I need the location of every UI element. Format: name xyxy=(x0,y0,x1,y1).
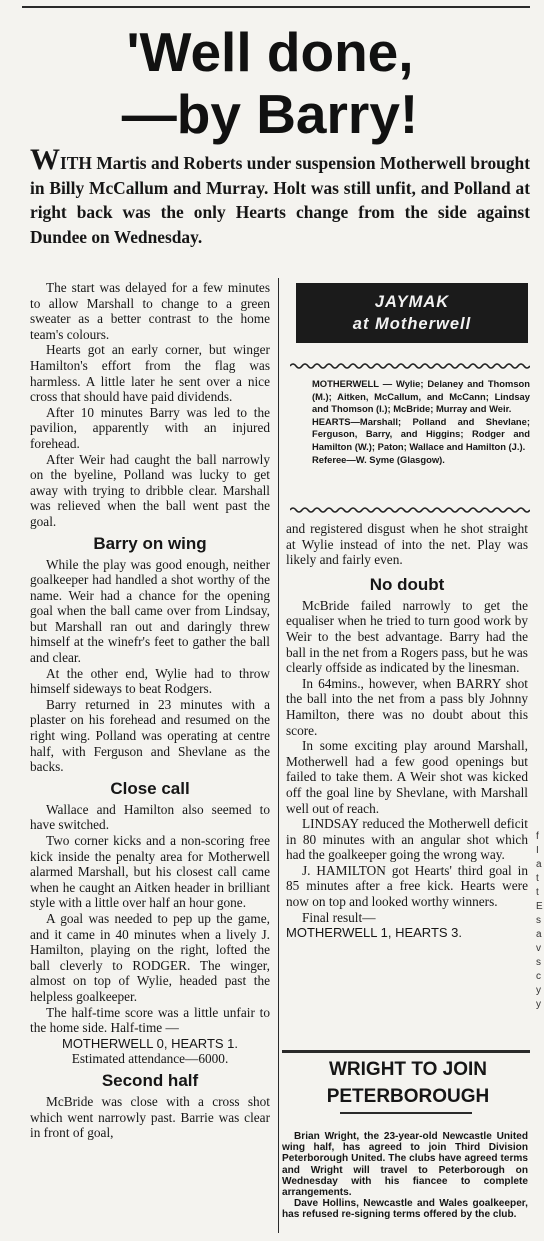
article-paragraph: McBride was close with a cross shot which went narrowly past. Barrie was clear in front of goal, xyxy=(30,1093,270,1141)
wright-headline-2: PETERBOROUGH xyxy=(326,1086,490,1107)
article-paragraph: LINDSAY reduced the Motherwell deficit in 80 minutes with an angular shot which had the goalkeeper going the wrong way. xyxy=(286,816,528,863)
column-divider xyxy=(278,278,279,1233)
left-paragraphs-c xyxy=(30,802,270,1036)
edge-char: a xyxy=(536,859,542,870)
edge-char: y xyxy=(536,985,541,996)
subhead-no-doubt: No doubt xyxy=(369,574,445,594)
right-paragraphs-b xyxy=(286,598,528,910)
edge-char: E xyxy=(536,901,543,912)
jaymak-name: JAYMAK xyxy=(374,293,450,311)
left-paragraphs-a xyxy=(30,280,270,530)
intro-paragraph xyxy=(30,143,530,249)
article-paragraph: Wallace and Hamilton also seemed to have switched. xyxy=(30,801,270,833)
jaymak-location: at Motherwell xyxy=(352,315,472,333)
article-paragraph: J. HAMILTON got Hearts' third goal in 85 minutes after a free kick. Hearts were now on top and looked worthy winners. xyxy=(286,862,528,910)
left-column xyxy=(30,280,270,1141)
article-paragraph: McBride failed narrowly to get the equaliser when he tried to turn good work by Weir to the best advantage. Barry had the ball in the net from a Rogers pass, but he was clearly offside as indicated by the linesman. xyxy=(286,597,528,676)
article-paragraph: The start was delayed for a few minutes to allow Marshall to change to a green sweater as a better contrast to the home team's colours. xyxy=(30,280,270,342)
wright-box-rule xyxy=(282,1050,530,1053)
wright-article xyxy=(282,1131,528,1221)
cropped-edge-fragments xyxy=(536,830,544,1012)
final-score: MOTHERWELL 1, HEARTS 3. xyxy=(286,925,463,941)
subhead-close-call: Close call xyxy=(110,778,190,798)
edge-char: t xyxy=(536,887,539,898)
edge-char: s xyxy=(536,957,541,968)
final-result-label: Final result— xyxy=(302,909,376,925)
article-paragraph: The half-time score was a little unfair to the home side. Half-time — xyxy=(30,1004,270,1036)
top-rule xyxy=(22,6,530,8)
edge-char: a xyxy=(536,929,542,940)
left-paragraphs-d xyxy=(30,1094,270,1141)
hearts-lineup: HEARTS—Marshall; Polland and Shevlane; Ferguson, Barry, and Higgins; Rodger and Hamilton (W.); Paton; Wallace and Hamilton (J.). xyxy=(312,415,530,452)
article-paragraph: In 64mins., however, when BARRY shot the ball into the net from a pass bly Johnny Hamilton, there was no doubt about this score. xyxy=(286,675,528,738)
wavy-rule-top xyxy=(290,362,530,370)
article-paragraph: Barry returned in 23 minutes with a plaster on his forehead and resumed on the right wing. Polland was operating at centre half, with Ferguson and Shevlane as the backs. xyxy=(30,696,270,775)
article-paragraph: At the other end, Wylie had to throw himself sideways to beat Rodgers. xyxy=(30,665,270,697)
edge-char: c xyxy=(536,971,541,982)
article-paragraph: Two corner kicks and a non-scoring free kick inside the penalty area for Motherwell alarmed Marshall, but his closest call came when he caught an Aitken header in brilliant style with a little over half an hour gone. xyxy=(30,833,270,911)
article-paragraph: A goal was needed to pep up the game, and it came in 40 minutes when a lively J. Hamilton, playing on the right, lofted the ball cleverly to RODGER. The winger, almost on top of Wylie, headed past the helpless goalkeeper. xyxy=(30,910,270,1004)
article-paragraph: In some exciting play around Marshall, Motherwell had a few good openings but failed to take them. A Weir shot was kicked off the goal line by Shevlane, with Marshall well out of reach. xyxy=(286,738,528,816)
edge-char: I xyxy=(536,845,539,856)
jaymak-byline-box xyxy=(296,283,528,343)
edge-char: f xyxy=(536,831,539,842)
article-paragraph: After 10 minutes Barry was led to the pavilion, apparently with an injured forehead. xyxy=(30,404,270,451)
article-paragraph: After Weir had caught the ball narrowly on the byeline, Polland was lucky to get away with trying to dribble clear. Marshall was relieved when the ball went past the goal. xyxy=(30,451,270,529)
subhead-barry-on-wing: Barry on wing xyxy=(93,533,207,553)
attendance: Estimated attendance—6000. xyxy=(71,1051,229,1067)
right-column xyxy=(286,521,528,941)
edge-char: y xyxy=(536,999,541,1010)
headline-line-2: —by Barry! xyxy=(121,83,419,145)
edge-char: s xyxy=(536,915,541,926)
wavy-rule-bottom xyxy=(290,506,530,514)
motherwell-lineup: MOTHERWELL — Wylie; Delaney and Thomson (M.); Aitken, McCallum, and McCann; Lindsay and Thomson (I.); McBride; Murray and Weir. xyxy=(312,378,530,415)
article-paragraph: and registered disgust when he shot straight at Wylie instead of into the net. Play was likely and fairly even. xyxy=(286,521,528,568)
wright-headline-1: WRIGHT TO JOIN xyxy=(329,1059,487,1080)
headline-line-1: 'Well done, xyxy=(126,21,414,83)
article-paragraph: Hearts got an early corner, but winger Hamilton's effort from the flag was harmless. A little later he sent over a nice cross that should have paid dividends. xyxy=(30,342,270,405)
article-paragraph: While the play was good enough, neither goalkeeper had handled a shot worthy of the name. Weir had a chance for the opening goal when the ball came over from Lindsay, but Marshall ran out and daringly threw himself at the winefr's feet to gather the ball and clear. xyxy=(30,556,270,666)
article-paragraph: Dave Hollins, Newcastle and Wales goalkeeper, has refused re-signing terms offered by the club. xyxy=(282,1198,528,1221)
referee: Referee—W. Syme (Glasgow). xyxy=(312,453,445,465)
article-paragraph: Brian Wright, the 23-year-old Newcastle United wing half, has agreed to join Third Division Peterborough United. The clubs have agreed terms and Wright will travel to Peterborough on Wednesday with his fiancee to complete arrangements. xyxy=(282,1131,528,1199)
halftime-score: MOTHERWELL 0, HEARTS 1. xyxy=(61,1035,239,1051)
edge-char: t xyxy=(536,873,539,884)
left-paragraphs-b xyxy=(30,557,270,775)
team-lineups xyxy=(312,378,530,466)
subhead-second-half: Second half xyxy=(101,1070,199,1090)
edge-char: v xyxy=(536,943,541,954)
wright-underline xyxy=(340,1112,472,1114)
right-paragraphs-a xyxy=(286,521,528,568)
intro-text: ITH Martis and Roberts under suspension Motherwell brought in Billy McCallum and Murray. Holt was still unfit, and Polland at right back was the only Hearts change from the side against Dundee on Wednesday. xyxy=(30,153,530,247)
intro-dropcap: W xyxy=(30,143,60,176)
